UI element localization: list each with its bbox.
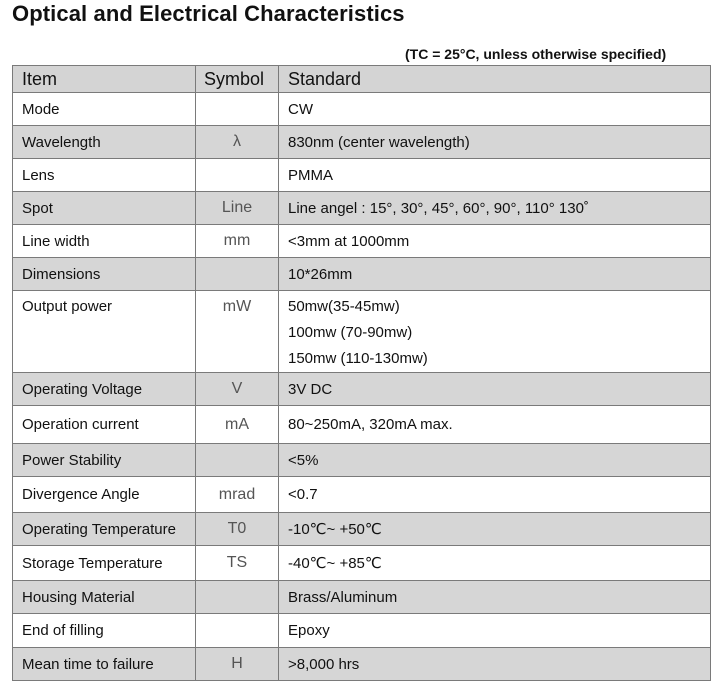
table-row [13,126,711,159]
row-symbol: T0 [196,513,279,546]
row-standard: Epoxy [279,614,711,648]
row-item: Dimensions [13,258,196,291]
row-standard: <5% [279,444,711,477]
row-symbol: mW [196,291,279,373]
row-standard: 830nm (center wavelength) [279,126,711,159]
table-row [13,93,711,126]
row-item: Divergence Angle [13,477,196,513]
row-standard: -10℃~ +50℃ [279,513,711,546]
table-row [13,192,711,225]
row-standard: 10*26mm [279,258,711,291]
row-symbol: λ [196,126,279,159]
row-symbol: mA [196,406,279,444]
row-standard: CW [279,93,711,126]
page-title: Optical and Electrical Characteristics [12,1,405,26]
header-item: Item [13,66,196,93]
row-symbol: mrad [196,477,279,513]
table-row [13,513,711,546]
row-symbol [196,159,279,192]
row-item: Line width [13,225,196,258]
row-standard: Line angel : 15°, 30°, 45°, 60°, 90°, 110° 130˚ [279,192,711,225]
row-symbol: Line [196,192,279,225]
row-symbol [196,93,279,126]
row-item: Wavelength [13,126,196,159]
characteristics-table [12,65,711,681]
row-symbol: TS [196,546,279,581]
table-row [13,159,711,192]
row-standard: Brass/Aluminum [279,581,711,614]
row-standard: 80~250mA, 320mA max. [279,406,711,444]
row-item: Operating Temperature [13,513,196,546]
row-symbol [196,258,279,291]
row-symbol: mm [196,225,279,258]
header-standard: Standard [279,66,711,93]
table-row [13,546,711,581]
row-standard [279,291,711,373]
row-standard: -40℃~ +85℃ [279,546,711,581]
row-item: Housing Material [13,581,196,614]
standard-line: 100mw (70-90mw) [288,324,413,341]
row-symbol: H [196,648,279,681]
row-standard: PMMA [279,159,711,192]
row-standard: 3V DC [279,373,711,406]
row-item: Lens [13,159,196,192]
row-standard: <3mm at 1000mm [279,225,711,258]
header-symbol: Symbol [196,66,279,93]
table-row [13,373,711,406]
row-symbol [196,444,279,477]
table-row [13,406,711,444]
row-item: Operating Voltage [13,373,196,406]
row-item: End of filling [13,614,196,648]
row-symbol [196,581,279,614]
table-row [13,614,711,648]
table-row [13,648,711,681]
row-item: Mode [13,93,196,126]
standard-line: 150mw (110-130mw) [288,350,428,367]
table-row [13,225,711,258]
table-row [13,444,711,477]
table-header-row [13,66,711,93]
row-item: Power Stability [13,444,196,477]
row-symbol: V [196,373,279,406]
table-row [13,291,711,373]
row-item: Mean time to failure [13,648,196,681]
row-item: Spot [13,192,196,225]
row-symbol [196,614,279,648]
condition-note: (TC = 25°C, unless otherwise specified) [405,46,667,62]
table-row [13,258,711,291]
table-row [13,477,711,513]
row-item: Storage Temperature [13,546,196,581]
row-item: Operation current [13,406,196,444]
row-standard: >8,000 hrs [279,648,711,681]
table-row [13,581,711,614]
standard-line: 50mw(35-45mw) [288,298,400,315]
row-item: Output power [13,291,196,373]
row-standard: <0.7 [279,477,711,513]
